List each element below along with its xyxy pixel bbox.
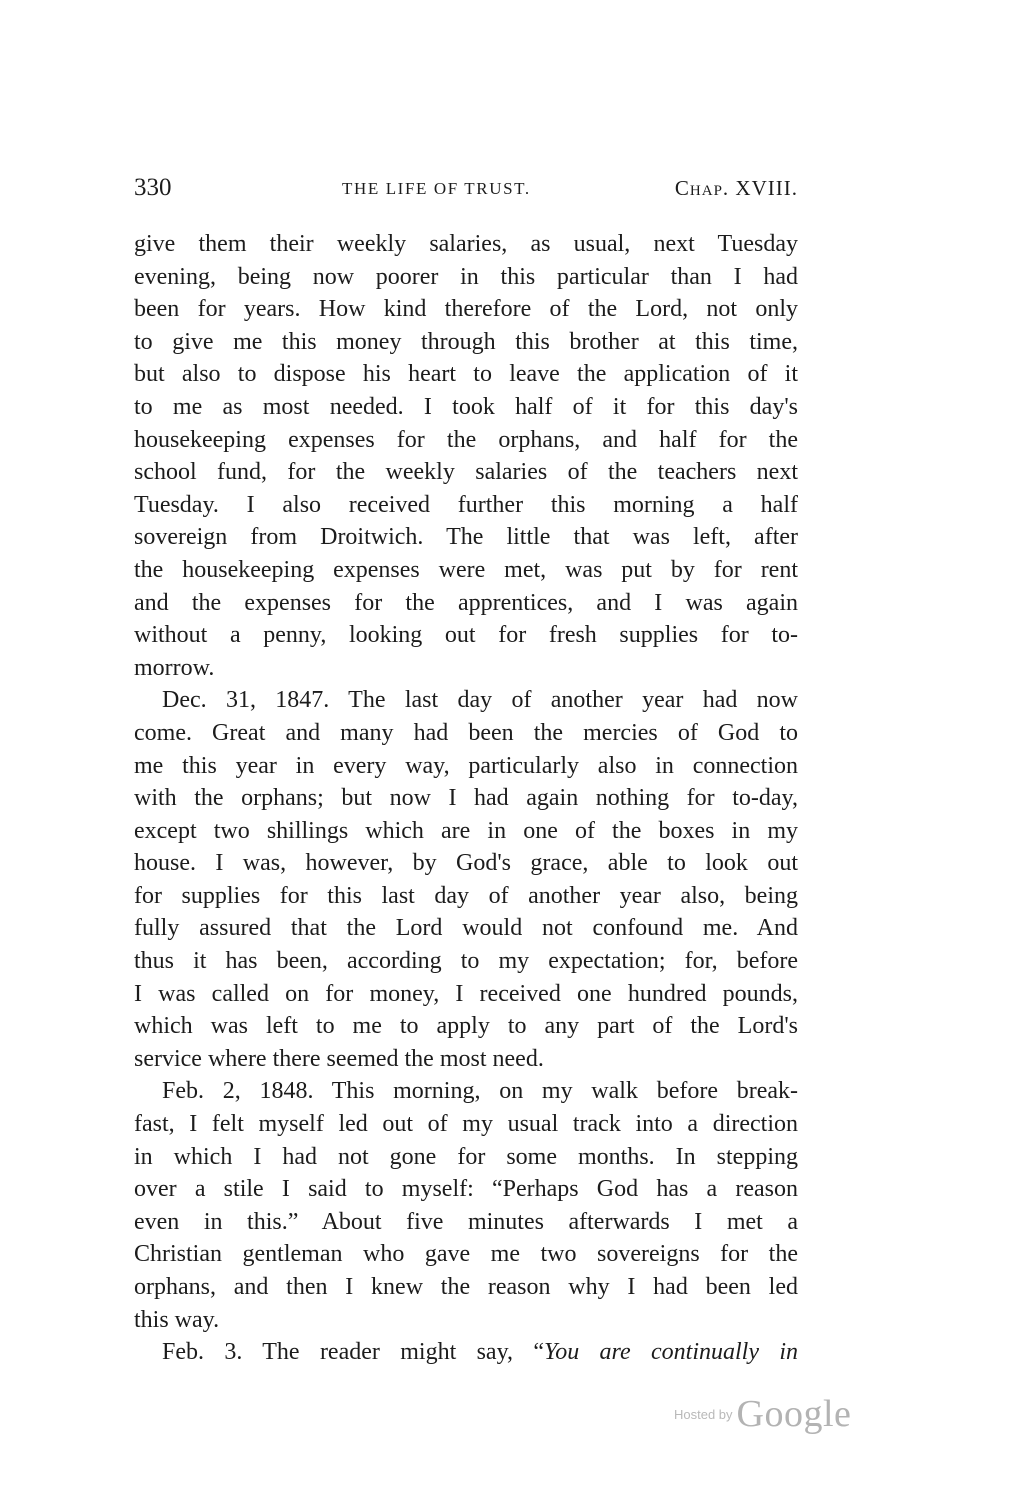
text-line: without a penny, looking out for fresh supplies for to- [134,622,798,649]
text-line: in which I had not gone for some months. In stepping [134,1143,798,1170]
text-line: Christian gentleman who gave me two sovereigns for the [134,1241,798,1268]
text-line-final [134,1336,798,1369]
text-line: service where there seemed the most need. [134,1045,544,1072]
text-line: been for years. How kind therefore of the Lord, not only [134,296,798,323]
text-line: fully assured that the Lord would not confound me. And [134,915,798,942]
running-title: THE LIFE OF TRUST. [342,179,531,198]
text-line: this way. [134,1306,220,1333]
text-line: the housekeeping expenses were met, was put by for rent [134,556,798,583]
text-line: Feb. 2, 1848. This morning, on my walk before break- [162,1078,798,1105]
text-line: orphans, and then I knew the reason why I had been led [134,1274,798,1300]
hosted-by-google-watermark [674,1392,851,1442]
text-line: morrow. [134,654,215,681]
text-line: come. Great and many had been the mercies of God to [134,719,798,746]
final-line-prefix: Feb. 3. The reader might say, “ [162,1339,545,1366]
page-header [134,170,798,206]
page-number: 330 [134,174,172,201]
text-line: Dec. 31, 1847. The last day of another year had now [162,687,798,714]
text-line: sovereign from Droitwich. The little that was left, after [134,524,798,551]
google-logo: Google [736,1393,852,1435]
text-line: thus it has been, according to my expectation; for, before [134,948,798,975]
text-line: and the expenses for the apprentices, and I was again [134,589,798,616]
body-text [134,228,798,1369]
text-line: fast, I felt myself led out of my usual track into a direction [134,1111,798,1138]
text-line: for supplies for this last day of another year also, being [134,882,798,909]
text-line: to give me this money through this brother at this time, [134,328,798,355]
text-line: which was left to me to apply to any part of the Lord's [134,1013,798,1040]
text-line: house. I was, however, by God's grace, able to look out [134,850,798,877]
text-line: I was called on for money, I received one hundred pounds, [134,980,798,1007]
text-line: evening, being now poorer in this particular than I had [134,263,798,290]
text-line: with the orphans; but now I had again nothing for to-day, [134,785,798,812]
final-line-italic: You are continually in [544,1339,798,1366]
text-line: even in this.” About five minutes afterwards I met a [134,1208,798,1235]
text-line: me this year in every way, particularly also in connection [134,752,798,779]
text-line: over a stile I said to myself: “Perhaps God has a reason [134,1176,798,1203]
text-line: Tuesday. I also received further this morning a half [134,491,798,518]
text-line: to me as most needed. I took half of it for this day's [134,393,798,420]
text-line: give them their weekly salaries, as usual, next Tuesday [134,231,798,257]
hosted-by-label: Hosted by [674,1406,733,1422]
text-line: except two shillings which are in one of the boxes in my [134,817,798,844]
text-line: school fund, for the weekly salaries of the teachers next [134,459,798,486]
text-line: housekeeping expenses for the orphans, and half for the [134,426,798,453]
chapter-label: Chap. XVIII. [674,176,798,200]
text-line: but also to dispose his heart to leave the application of it [134,361,798,388]
